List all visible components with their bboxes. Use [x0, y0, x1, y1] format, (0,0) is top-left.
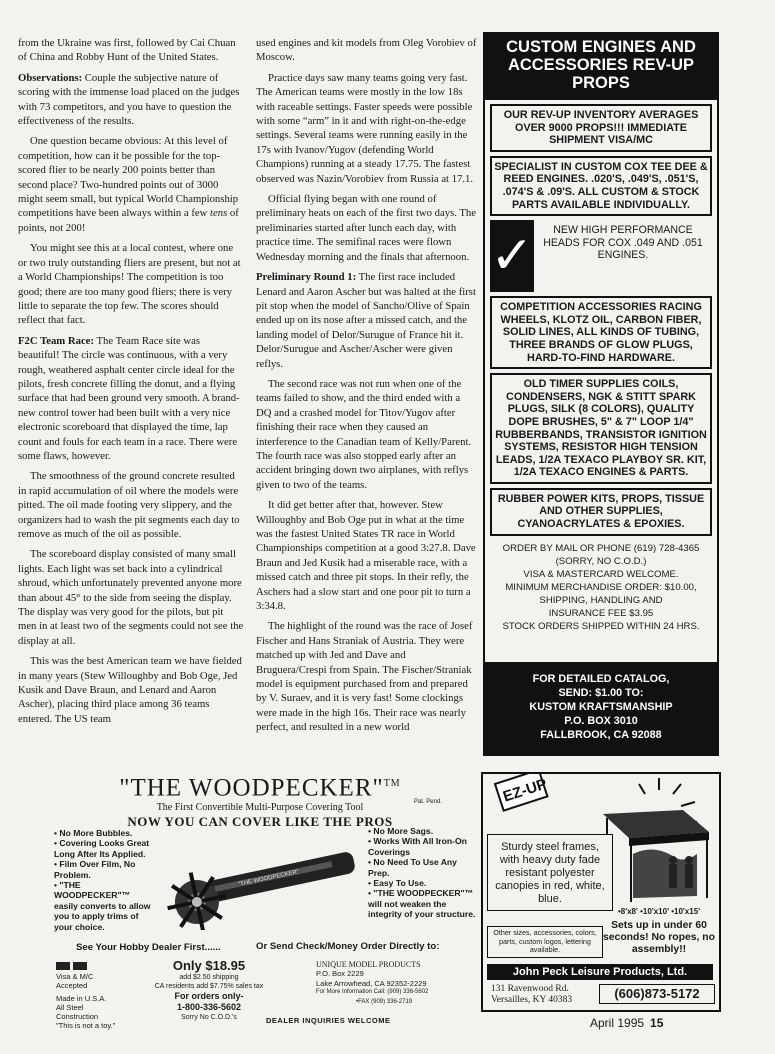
ad-box: OUR REV-UP INVENTORY AVERAGES OVER 9000 PROPS!!! IMMEDIATE SHIPMENT VISA/MC [490, 104, 712, 152]
article-column-2 [256, 36, 478, 741]
paragraph: It did get better after that, however. Stew Willoughby and Bob Oge put in what at the time was the fastest United States TR race in World Championships competition at a good 3:27.8. Dave Braun and Jed Kusik had a miserable race, with a missed catch and three pit stops. In their refly, the Aschers had a slow start and one poor pit to turn a 3:34.8. [256, 499, 476, 613]
checkmark-icon: ✓ [490, 220, 534, 292]
ad-box: OLD TIMER SUPPLIES COILS, CONDENSERS, NGK & STITT SPARK PLUGS, SILK (8 COLORS), QUALITY DOPE BRUSHES, 5" & 7" LOOP 1/4" RUBBERBANDS, TRANSISTOR IGNITION SYSTEMS, RESISTOR HIGH TENSION LEADS, 1/2A TEXACO PLAYBOY SR. KIT, 1/2A TEXACO ENGINES & PARTS. [490, 373, 712, 484]
paragraph: Observations: Couple the subjective nature of scoring with the immense load placed on the judges with 73 competitors, and you have to question the effectiveness of the results. [18, 71, 240, 128]
paragraph: The second race was not run when one of the teams failed to show, and the third ended with a DQ and a crashed model for Titov/Yugov after finishing their race when they caused an interference to the Canadian team of Kelly/Parent. The fourth race was also stopped early after an accident bringing down two airplanes, with reflys given to two of the teams. [256, 377, 472, 491]
ad-subtitle: The First Convertible Multi-Purpose Covering Tool [156, 802, 364, 814]
feature-item: • No More Bubbles. [54, 828, 133, 838]
woodpecker-tool-image [158, 832, 366, 930]
other-options: Other sizes, accessories, colors, parts, custom logos, lettering available. [487, 926, 603, 958]
order-info: ORDER BY MAIL OR PHONE (619) 728-4365 (SORRY, NO C.O.D.) VISA & MASTERCARD WELCOME. MINIMUM MERCHANDISE ORDER: $10.00, SHIPPING, HANDLING AND INSURANCE FEE $3.95 STOCK ORDERS SHIPPED WITHIN 24 HRS. [502, 542, 700, 632]
canopy-sizes: •8'x8' •10'x10' •10'x15' [617, 907, 701, 916]
article-column-1 [18, 36, 244, 732]
paragraph: from the Ukraine was first, followed by Cai Chuan of China and Robby Hunt of the United States. [18, 37, 236, 64]
company-name: John Peck Leisure Products, Ltd. [487, 964, 713, 980]
ad-tagline: NOW YOU CAN COVER LIKE THE PROS [127, 814, 393, 830]
paragraph: One question became obvious: At this level of competition, how can it be possible for the top-scored flier to be nearly 200 points better than second place? Two-hundred points out of 3000 might seem small, but typical World Championship competitions have been always within a few tens of points, not 200! [18, 135, 239, 234]
dealer-line: See Your Hobby Dealer First...... [76, 942, 221, 953]
ad-copy: Sturdy steel frames, with heavy duty fade resistant polyester canopies in red, white, blue. [487, 834, 613, 911]
ad-box: COMPETITION ACCESSORIES RACING WHEELS, KLOTZ OIL, CARBON FIBER, SOLID LINES, ALL KINDS OF TUBING, THREE BRANDS OF GLOW PLUGS, HARD-TO-FIND HARDWARE. [490, 296, 712, 369]
ad-box: RUBBER POWER KITS, PROPS, TISSUE AND OTHER SUPPLIES, CYANOACRYLATES & EPOXIES. [490, 488, 712, 536]
paragraph: The highlight of the round was the race of Josef Fischer and Hans Straniak of Austria. They were matched up with Jed and Dave and Bruguera/Crespi from Spain. The Fischer/Straniak model is equipment purchased from and prepared by V. Suraev, and it is very fast! Some clockings were made in the high 16s. Their race was nearly perfect, and resulted in a new world [256, 620, 473, 734]
issue-date: April 1995 [590, 1016, 645, 1030]
feature-item: • No Need To Use Any Prep. [368, 857, 457, 878]
catalog-address: FOR DETAILED CATALOG, SEND: $1.00 TO: KUSTOM KRAFTSMANSHIP P.O. BOX 3010 FALLBROOK, CA 92088 [485, 662, 717, 754]
paragraph: Practice days saw many teams going very fast. The American teams were mostly in the low 18s with raceable settings. Faster speeds were possible with some “arm” in it and with right-on-the-edge settings. Several teams were running easily in the 17s with Ivanov/Yugov (defending World Champions) running at a steady 17.75. The fastest observed was Nazin/Vorobiev from Russia at 17.1. [256, 71, 474, 185]
feature-item: • No More Sags. [368, 826, 434, 836]
dealer-inquiries: DEALER INQUIRIES WELCOME [266, 1016, 391, 1025]
ezup-ad [481, 772, 721, 1012]
mailing-address: UNIQUE MODEL PRODUCTS P.O. Box 2229 Lake Arrowhead, CA 92352-2229 For More Information Call: (909) 336-5602 •FAX (909) 336-2719 [316, 960, 429, 1005]
paragraph: This was the best American team we have fielded in many years (Stew Willoughby and Bob Oge, Jed Kusik and Dave Braun, and Lenard and Aaron Ascher), placing third place among 36 teams entered. The US team [18, 655, 242, 725]
run-in-head: Preliminary Round 1: [256, 271, 357, 284]
company-address: 131 Ravenwood Rd. Versailles, KY 40383 [491, 984, 573, 1005]
ezup-logo [495, 774, 550, 811]
feature-list-left [54, 828, 152, 932]
woodpecker-ad [50, 770, 476, 1030]
ad-box: SPECIALIST IN CUSTOM COX TEE DEE & REED ENGINES. .020'S, .049'S, .051'S, .074'S & .09'S. ALL CUSTOM & STOCK PARTS AVAILABLE INDIVIDUALLY. [490, 156, 712, 216]
paragraph: You might see this at a local contest, where one or two truly outstanding fliers are present, but not at a World Championships! The competition is too good; there are too many good fliers; there is very little to separate the top few. The scores should reflect that fact. [18, 242, 241, 327]
patent-note: Pat. Pend. [413, 799, 442, 805]
kustom-ad [483, 32, 719, 756]
ad-headline: CUSTOM ENGINES AND ACCESSORIES REV-UP PROPS [485, 34, 717, 100]
paragraph: F2C Team Race: The Team Race site was beautiful! The circle was continuous, with a very rough, weathered asphalt center circle ideal for the pilots, fresh concrete filling the donut, and a flying surface that had been ground very smooth. A brand-new control tower had been built with a very nice electronic scoreboard that displayed the time, lap count and fouls for each team in a race. There were some flaws, however. [18, 334, 240, 462]
feature-item: • "THE WOODPECKER"™ easily converts to allow you to apply trims of your choice. [54, 880, 151, 932]
paragraph: Official flying began with one round of preliminary heats on each of the first two days. The preliminaries started after lunch each day, with practice time. The semifinal races were flown Wednesday morning and the finals that afternoon. [256, 193, 477, 263]
svg-text:EZ-UP: EZ-UP [500, 775, 550, 806]
ad-check-row [490, 220, 712, 292]
setup-claim: Sets up in under 60 seconds! No ropes, no assembly!! [602, 920, 715, 955]
paragraph: used engines and kit models from Oleg Vorobiev of Moscow. [256, 37, 477, 64]
payment-info: Visa & M/C Accepted Made in U.S.A. All Steel Construction "This is not a toy." [56, 962, 126, 1030]
feature-item: • Covering Looks Great Long After Its Applied. [54, 838, 150, 859]
page-folio [590, 1016, 663, 1030]
feature-item: • "THE WOODPECKER"™ will not weaken the integrity of your structure. [368, 888, 476, 920]
feature-item: • Easy To Use. [368, 878, 427, 889]
paragraph: The scoreboard display consisted of many small lights. Each light was set back into a cylindrical shroud, which unfortunately prevented anyone more than about 45° to the side from seeing the display. The display was very good for the pilots, but pit men in at least two of the segments could not see the display at all. [18, 548, 244, 647]
feature-list-right [368, 826, 478, 920]
feature-item: • Works With All Iron-On Coverings [368, 836, 467, 857]
paragraph: Preliminary Round 1: The first race included Lenard and Aaron Ascher but was halted at the first pit stop when the model of Sancho/Olive of Spain ended up on its nose after a missed catch, and the landing model of Delor/Surugue of France hit it. Delor/Surugue and Ascher/Ascher were given reflys. [256, 271, 476, 370]
ad-text: NEW HIGH PERFORMANCE HEADS FOR COX .049 AND .051 ENGINES. [543, 224, 703, 262]
credit-card-icon [56, 962, 126, 972]
tool-label: "THE WOODPECKER" [237, 869, 300, 888]
page-number: 15 [650, 1016, 664, 1030]
paragraph: The smoothness of the ground concrete resulted in rapid accumulation of oil where the models were pitted. The oil made footing very slippery, and the organizers had to wash the pit segments each day to remove as much of the oil as possible. [18, 470, 240, 540]
run-in-head: Observations: [18, 71, 83, 84]
company-phone: (606)873-5172 [599, 984, 715, 1004]
feature-item: • Film Over Film, No Problem. [54, 859, 136, 880]
order-line: Or Send Check/Money Order Directly to: [256, 941, 440, 952]
price-block: Only $18.95 add $2.50 shipping CA residents add $7.75% sales tax For orders only- 1-800-336-5602 Sorry No C.O.D.'s [154, 958, 264, 1021]
run-in-head: F2C Team Race: [18, 334, 94, 347]
ad-title: "THE WOODPECKER"™ [119, 774, 401, 802]
